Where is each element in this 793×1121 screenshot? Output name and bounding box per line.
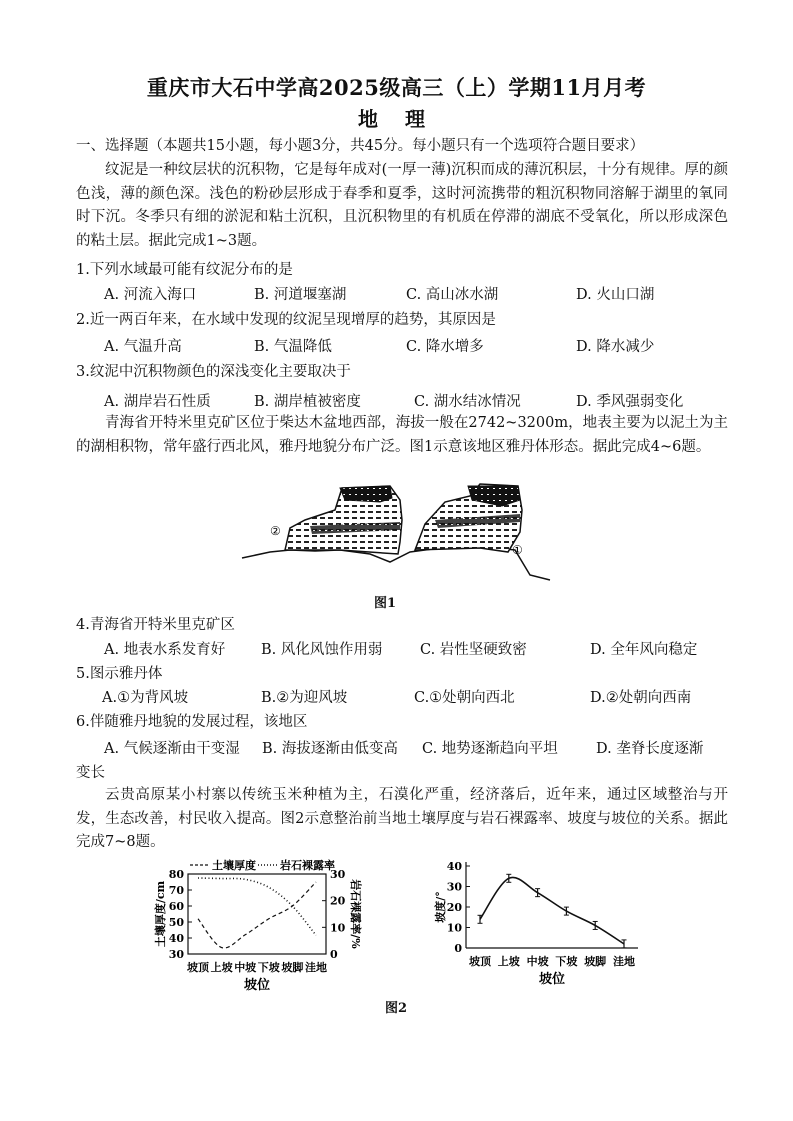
x-axis-label: 坡位 bbox=[243, 978, 271, 993]
option-b: B. 风化风蚀作用弱 bbox=[261, 642, 383, 658]
right-tick-label: 0 bbox=[330, 948, 338, 961]
yardang-figure bbox=[240, 480, 552, 588]
y-tick-label: 0 bbox=[454, 942, 462, 955]
x-tick-label: 上坡 bbox=[497, 955, 520, 968]
legend-label-soil: 土壤厚度 bbox=[212, 859, 256, 872]
y-tick-label: 30 bbox=[446, 880, 462, 894]
left-tick-label: 30 bbox=[168, 948, 184, 961]
figure-2-caption: 图2 bbox=[385, 1001, 408, 1016]
left-tick-label: 50 bbox=[168, 916, 184, 929]
x-tick-label: 坡脚 bbox=[584, 955, 607, 968]
section-heading: 一、选择题（本题共15小题，每小题3分，共45分。每小题只有一个选项符合题目要求） bbox=[76, 138, 645, 154]
figure-1-caption: 图1 bbox=[374, 596, 397, 611]
passage-3: 云贵高原某小村寨以传统玉米种植为主，石漠化严重，经济落后，近年来，通过区域整治与开发，生态改善，村民收入提高。图2示意整治前当地土壤厚度与岩石裸露率、坡度与坡位的关系。据此完成7~8题。 bbox=[76, 787, 728, 850]
y-tick-label: 40 bbox=[446, 860, 462, 873]
option-d: D.②处朝向西南 bbox=[590, 690, 692, 706]
soil-rock-chart bbox=[150, 856, 360, 992]
left-axis-label: 土壤厚度/cm bbox=[154, 880, 167, 948]
option-c: C. 高山冰水湖 bbox=[406, 287, 499, 303]
option-a: A. 湖岸岩石性质 bbox=[104, 394, 211, 410]
option-a: A.①为背风坡 bbox=[102, 690, 189, 706]
x-axis-label: 坡位 bbox=[538, 972, 566, 987]
question-4-stem: 4.青海省开特米里克矿区 bbox=[76, 617, 235, 633]
passage-1: 纹泥是一种纹层状的沉积物，它是每年成对(一厚一薄)沉积而成的薄沉积层，十分有规律。厚的颜色浅，薄的颜色深。浅色的粉砂层形成于春季和夏季，这时河流携带的粗沉积物同溶解于湖里的氧同时下沉。冬季只有细的淤泥和粘土沉积，且沉积物里的有机质在停滞的湖底不受氧化，所以形成深色的粘土层。据此完成1~3题。 bbox=[76, 162, 728, 249]
option-a: A. 地表水系发育好 bbox=[104, 642, 226, 658]
subject-title: 地 理 bbox=[358, 107, 435, 131]
option-d: D. 垄脊长度逐渐 bbox=[596, 741, 704, 757]
question-5-stem: 5.图示雅丹体 bbox=[76, 666, 163, 682]
x-tick-label: 坡顶 bbox=[187, 961, 209, 974]
option-a: A. 气候逐渐由干变湿 bbox=[104, 741, 240, 757]
y-tick-label: 10 bbox=[446, 921, 462, 935]
option-c: C.①处朝向西北 bbox=[414, 690, 515, 706]
x-tick-label: 中坡 bbox=[526, 955, 549, 968]
question-6-stem: 6.伴随雅丹地貌的发展过程，该地区 bbox=[76, 714, 308, 730]
legend-label-rock: 岩石裸露率 bbox=[280, 859, 335, 872]
series-line-soil-thickness bbox=[198, 882, 316, 948]
question-2-stem: 2.近一两百年来，在水域中发现的纹泥呈现增厚的趋势，其原因是 bbox=[76, 312, 496, 328]
left-tick-label: 60 bbox=[168, 900, 184, 913]
left-tick-label: 70 bbox=[168, 884, 184, 897]
right-tick-label: 30 bbox=[330, 868, 346, 881]
y-tick-label: 20 bbox=[446, 901, 462, 914]
left-tick-label: 80 bbox=[168, 868, 184, 881]
option-b: B. 河道堰塞湖 bbox=[254, 287, 347, 303]
left-tick-label: 40 bbox=[168, 932, 184, 945]
option-c: C. 降水增多 bbox=[406, 339, 484, 355]
option-b: B. 湖岸植被密度 bbox=[254, 394, 361, 410]
right-tick-label: 10 bbox=[330, 921, 346, 935]
x-tick-label: 上坡 bbox=[210, 961, 233, 974]
option-c: C. 湖水结冰情况 bbox=[414, 394, 521, 410]
question-6-option-d-wrap: 变长 bbox=[76, 765, 105, 781]
plot-frame bbox=[188, 874, 326, 954]
x-tick-label: 下坡 bbox=[555, 955, 578, 968]
x-tick-label: 下坡 bbox=[257, 961, 280, 974]
x-tick-label: 坡脚 bbox=[281, 961, 304, 974]
option-c: C. 岩性坚硬致密 bbox=[420, 642, 527, 658]
option-d: D. 季风强弱变化 bbox=[576, 394, 684, 410]
option-d: D. 火山口湖 bbox=[576, 287, 655, 303]
option-a: A. 河流入海口 bbox=[104, 287, 197, 303]
passage-2: 青海省开特米里克矿区位于柴达木盆地西部，海拔一般在2742~3200m，地表主要为以泥土为主的湖相积物，常年盛行西北风，雅丹地貌分布广泛。图1示意该地区雅丹体形态。据此完成4~6题。 bbox=[76, 415, 728, 455]
series-line-slope bbox=[480, 877, 624, 943]
option-b: B. 气温降低 bbox=[254, 339, 332, 355]
yardang-left-cap bbox=[340, 486, 392, 502]
question-3-stem: 3.纹泥中沉积物颜色的深浅变化主要取决于 bbox=[76, 364, 351, 380]
option-b: B. 海拔逐渐由低变高 bbox=[262, 741, 398, 757]
option-c: C. 地势逐渐趋向平坦 bbox=[422, 741, 558, 757]
label-1: ① bbox=[512, 543, 523, 557]
label-2: ② bbox=[270, 524, 281, 538]
option-d: D. 全年风向稳定 bbox=[590, 642, 698, 658]
x-tick-label: 洼地 bbox=[305, 961, 327, 974]
question-1-stem: 1.下列水域最可能有纹泥分布的是 bbox=[76, 262, 293, 278]
right-tick-label: 20 bbox=[330, 894, 346, 908]
x-tick-label: 洼地 bbox=[613, 955, 635, 968]
slope-chart bbox=[432, 856, 652, 992]
y-axis-label: 坡度/° bbox=[434, 891, 447, 923]
option-b: B.②为迎风坡 bbox=[261, 690, 348, 706]
right-axis-label: 岩石裸露率/% bbox=[349, 879, 362, 949]
option-d: D. 降水减少 bbox=[576, 339, 655, 355]
x-tick-label: 中坡 bbox=[234, 961, 257, 974]
x-tick-label: 坡顶 bbox=[469, 955, 491, 968]
option-a: A. 气温升高 bbox=[104, 339, 182, 355]
exam-title: 重庆市大石中学高2025级高三（上）学期11月月考 bbox=[146, 75, 647, 100]
